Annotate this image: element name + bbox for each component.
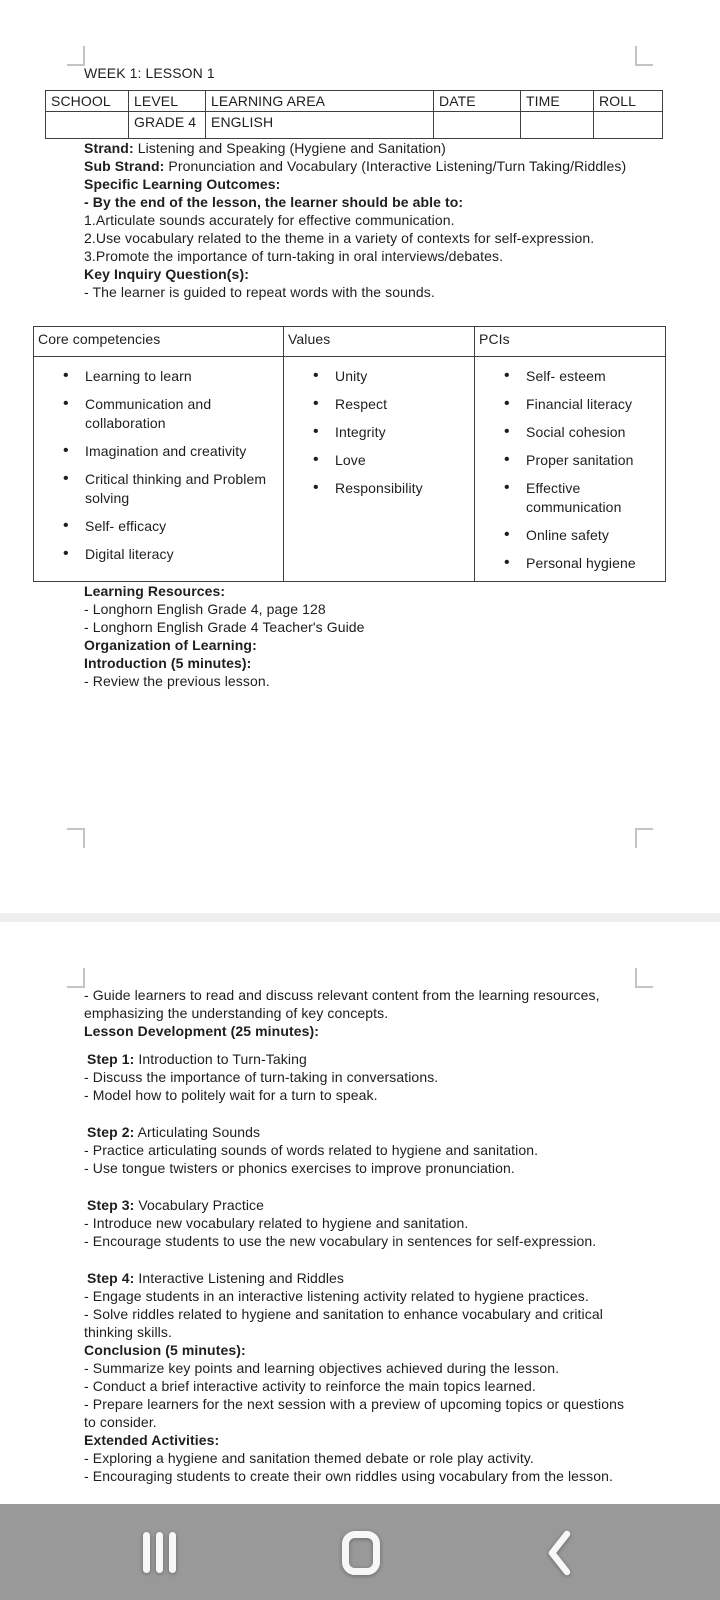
list-item: • Love: [284, 451, 468, 470]
step-4-block: [84, 1269, 640, 1341]
outcomes-subheading: [84, 193, 636, 211]
recents-icon: [156, 1532, 163, 1573]
home-icon: [342, 1531, 380, 1575]
list-item: • Self- efficacy: [34, 517, 277, 536]
lesson-info-table: [45, 90, 663, 139]
conclusion-line: - Conduct a brief interactive activity to reinforce the main topics learned.: [84, 1378, 536, 1394]
back-icon: [544, 1529, 574, 1577]
margin-mark-page2-top-left: [67, 968, 85, 988]
strand-text: Listening and Speaking (Hygiene and Sanitation): [133, 140, 446, 156]
info-header-level: LEVEL: [129, 91, 206, 112]
step-title: Interactive Listening and Riddles: [134, 1270, 345, 1286]
info-table-header-row: [46, 91, 663, 112]
sub-strand-line: [84, 157, 636, 175]
step-line: - Discuss the importance of turn-taking in conversations.: [84, 1069, 439, 1085]
page-1-content: [0, 0, 640, 690]
margin-mark-top-right: [635, 46, 653, 66]
header-core-competencies: Core competencies: [34, 327, 284, 357]
recents-button[interactable]: [139, 1532, 179, 1574]
info-header-school: SCHOOL: [46, 91, 129, 112]
resource-line: - Longhorn English Grade 4 Teacher's Guide: [84, 619, 365, 635]
header-pcis: PCIs: [475, 327, 666, 357]
list-item: • Online safety: [475, 526, 659, 545]
list-item: • Learning to learn: [34, 367, 277, 386]
android-nav-bar: [0, 1504, 720, 1600]
info-value-level: GRADE 4: [129, 112, 206, 139]
outcome-item: 3.Promote the importance of turn-taking in oral interviews/debates.: [84, 248, 504, 264]
info-header-learning-area: LEARNING AREA: [206, 91, 434, 112]
outcomes-heading-text: Specific Learning Outcomes:: [84, 176, 281, 192]
sub-strand-text: Pronunciation and Vocabulary (Interactive Listening/Turn Taking/Riddles): [164, 158, 627, 174]
step-title: Introduction to Turn-Taking: [134, 1051, 307, 1067]
organization-heading: [84, 636, 636, 654]
step-2-block: [84, 1123, 640, 1177]
outcomes-subheading-text: - By the end of the lesson, the learner should be able to:: [84, 194, 464, 210]
extended-activities-heading: [84, 1431, 636, 1449]
step-line: - Solve riddles related to hygiene and sanitation to enhance vocabulary and critical thinking skills.: [84, 1306, 603, 1340]
step-heading: [84, 1196, 636, 1214]
info-value-school: [46, 112, 129, 139]
margin-mark-bottom-right: [635, 828, 653, 848]
guide-text: - Guide learners to read and discuss relevant content from the learning resources, emphasizing the understanding of key concepts.: [84, 987, 600, 1021]
kiq-heading-text: Key Inquiry Question(s):: [84, 266, 249, 282]
sub-strand-label: Sub Strand:: [84, 158, 165, 174]
competencies-table: [33, 326, 666, 582]
step-line: - Practice articulating sounds of words related to hygiene and sanitation.: [84, 1142, 539, 1158]
introduction-text: - Review the previous lesson.: [84, 673, 270, 689]
step-heading: [84, 1123, 636, 1141]
competencies-header-row: [34, 327, 666, 357]
resources-heading: [84, 582, 636, 600]
step-line: - Encourage students to use the new vocabulary in sentences for self-expression.: [84, 1233, 597, 1249]
page-2-content: [0, 922, 640, 1485]
conclusion-heading-text: Conclusion (5 minutes):: [84, 1342, 246, 1358]
pcis-cell: [475, 357, 666, 582]
page-separator: [0, 913, 720, 922]
kiq-text: - The learner is guided to repeat words with the sounds.: [84, 284, 435, 300]
list-item: • Unity: [284, 367, 468, 386]
organization-heading-text: Organization of Learning:: [84, 637, 257, 653]
info-value-learning-area: ENGLISH: [206, 112, 434, 139]
recents-icon: [143, 1532, 150, 1573]
step-heading: [84, 1050, 636, 1068]
recents-icon: [169, 1532, 176, 1573]
margin-mark-bottom-left: [67, 828, 85, 848]
header-values: Values: [284, 327, 475, 357]
extended-line: - Exploring a hygiene and sanitation themed debate or role play activity.: [84, 1450, 534, 1466]
resource-line: - Longhorn English Grade 4, page 128: [84, 601, 326, 617]
extended-line: - Encouraging students to create their own riddles using vocabulary from the lesson.: [84, 1468, 614, 1484]
list-item: • Personal hygiene: [475, 554, 659, 573]
info-value-date: [434, 112, 521, 139]
margin-mark-top-left: [67, 46, 85, 66]
introduction-heading: [84, 654, 636, 672]
list-item: • Digital literacy: [34, 545, 277, 564]
step-heading: [84, 1269, 636, 1287]
info-table-value-row: [46, 112, 663, 139]
step-label: Step 4:: [87, 1270, 135, 1286]
kiq-heading: [84, 265, 636, 283]
list-item: • Social cohesion: [475, 423, 659, 442]
core-competencies-cell: [34, 357, 284, 582]
outcomes-heading: [84, 175, 636, 193]
values-cell: [284, 357, 475, 582]
conclusion-line: - Prepare learners for the next session with a preview of upcoming topics or questions to consider.: [84, 1396, 625, 1430]
doc-title: WEEK 1: LESSON 1: [84, 65, 215, 81]
info-value-time: [521, 112, 594, 139]
strand-line: [84, 139, 636, 157]
info-header-date: DATE: [434, 91, 521, 112]
step-line: - Engage students in an interactive listening activity related to hygiene practices.: [84, 1288, 589, 1304]
info-header-time: TIME: [521, 91, 594, 112]
outcome-item: 2.Use vocabulary related to the theme in a variety of contexts for self-expression.: [84, 230, 595, 246]
outcome-item: 1.Articulate sounds accurately for effective communication.: [84, 212, 455, 228]
list-item: • Imagination and creativity: [34, 442, 277, 461]
info-header-roll: ROLL: [594, 91, 663, 112]
list-item: • Integrity: [284, 423, 468, 442]
list-item: • Critical thinking and Problem solving: [34, 470, 277, 508]
extended-activities-heading-text: Extended Activities:: [84, 1432, 220, 1448]
back-button[interactable]: [544, 1529, 574, 1577]
home-button[interactable]: [340, 1530, 382, 1576]
conclusion-line: - Summarize key points and learning objectives achieved during the lesson.: [84, 1360, 560, 1376]
introduction-heading-text: Introduction (5 minutes):: [84, 655, 252, 671]
list-item: • Communication and collaboration: [34, 395, 277, 433]
page-2: [0, 922, 720, 1600]
step-1-block: [84, 1050, 640, 1104]
step-line: - Model how to politely wait for a turn to speak.: [84, 1087, 378, 1103]
step-label: Step 2:: [87, 1124, 135, 1140]
list-item: • Effective communication: [475, 479, 659, 517]
lesson-development-heading: [84, 1022, 636, 1040]
step-title: Articulating Sounds: [134, 1124, 261, 1140]
resources-heading-text: Learning Resources:: [84, 583, 226, 599]
lesson-development-heading-text: Lesson Development (25 minutes):: [84, 1023, 320, 1039]
list-item: • Self- esteem: [475, 367, 659, 386]
step-label: Step 3:: [87, 1197, 135, 1213]
step-line: - Introduce new vocabulary related to hygiene and sanitation.: [84, 1215, 469, 1231]
list-item: • Proper sanitation: [475, 451, 659, 470]
step-label: Step 1:: [87, 1051, 135, 1067]
step-3-block: [84, 1196, 640, 1250]
list-item: • Financial literacy: [475, 395, 659, 414]
strand-label: Strand:: [84, 140, 134, 156]
list-item: • Responsibility: [284, 479, 468, 498]
info-value-roll: [594, 112, 663, 139]
margin-mark-page2-top-right: [635, 968, 653, 988]
conclusion-heading: [84, 1341, 636, 1359]
competencies-body-row: [34, 357, 666, 582]
list-item: • Respect: [284, 395, 468, 414]
step-title: Vocabulary Practice: [134, 1197, 265, 1213]
step-line: - Use tongue twisters or phonics exercises to improve pronunciation.: [84, 1160, 515, 1176]
